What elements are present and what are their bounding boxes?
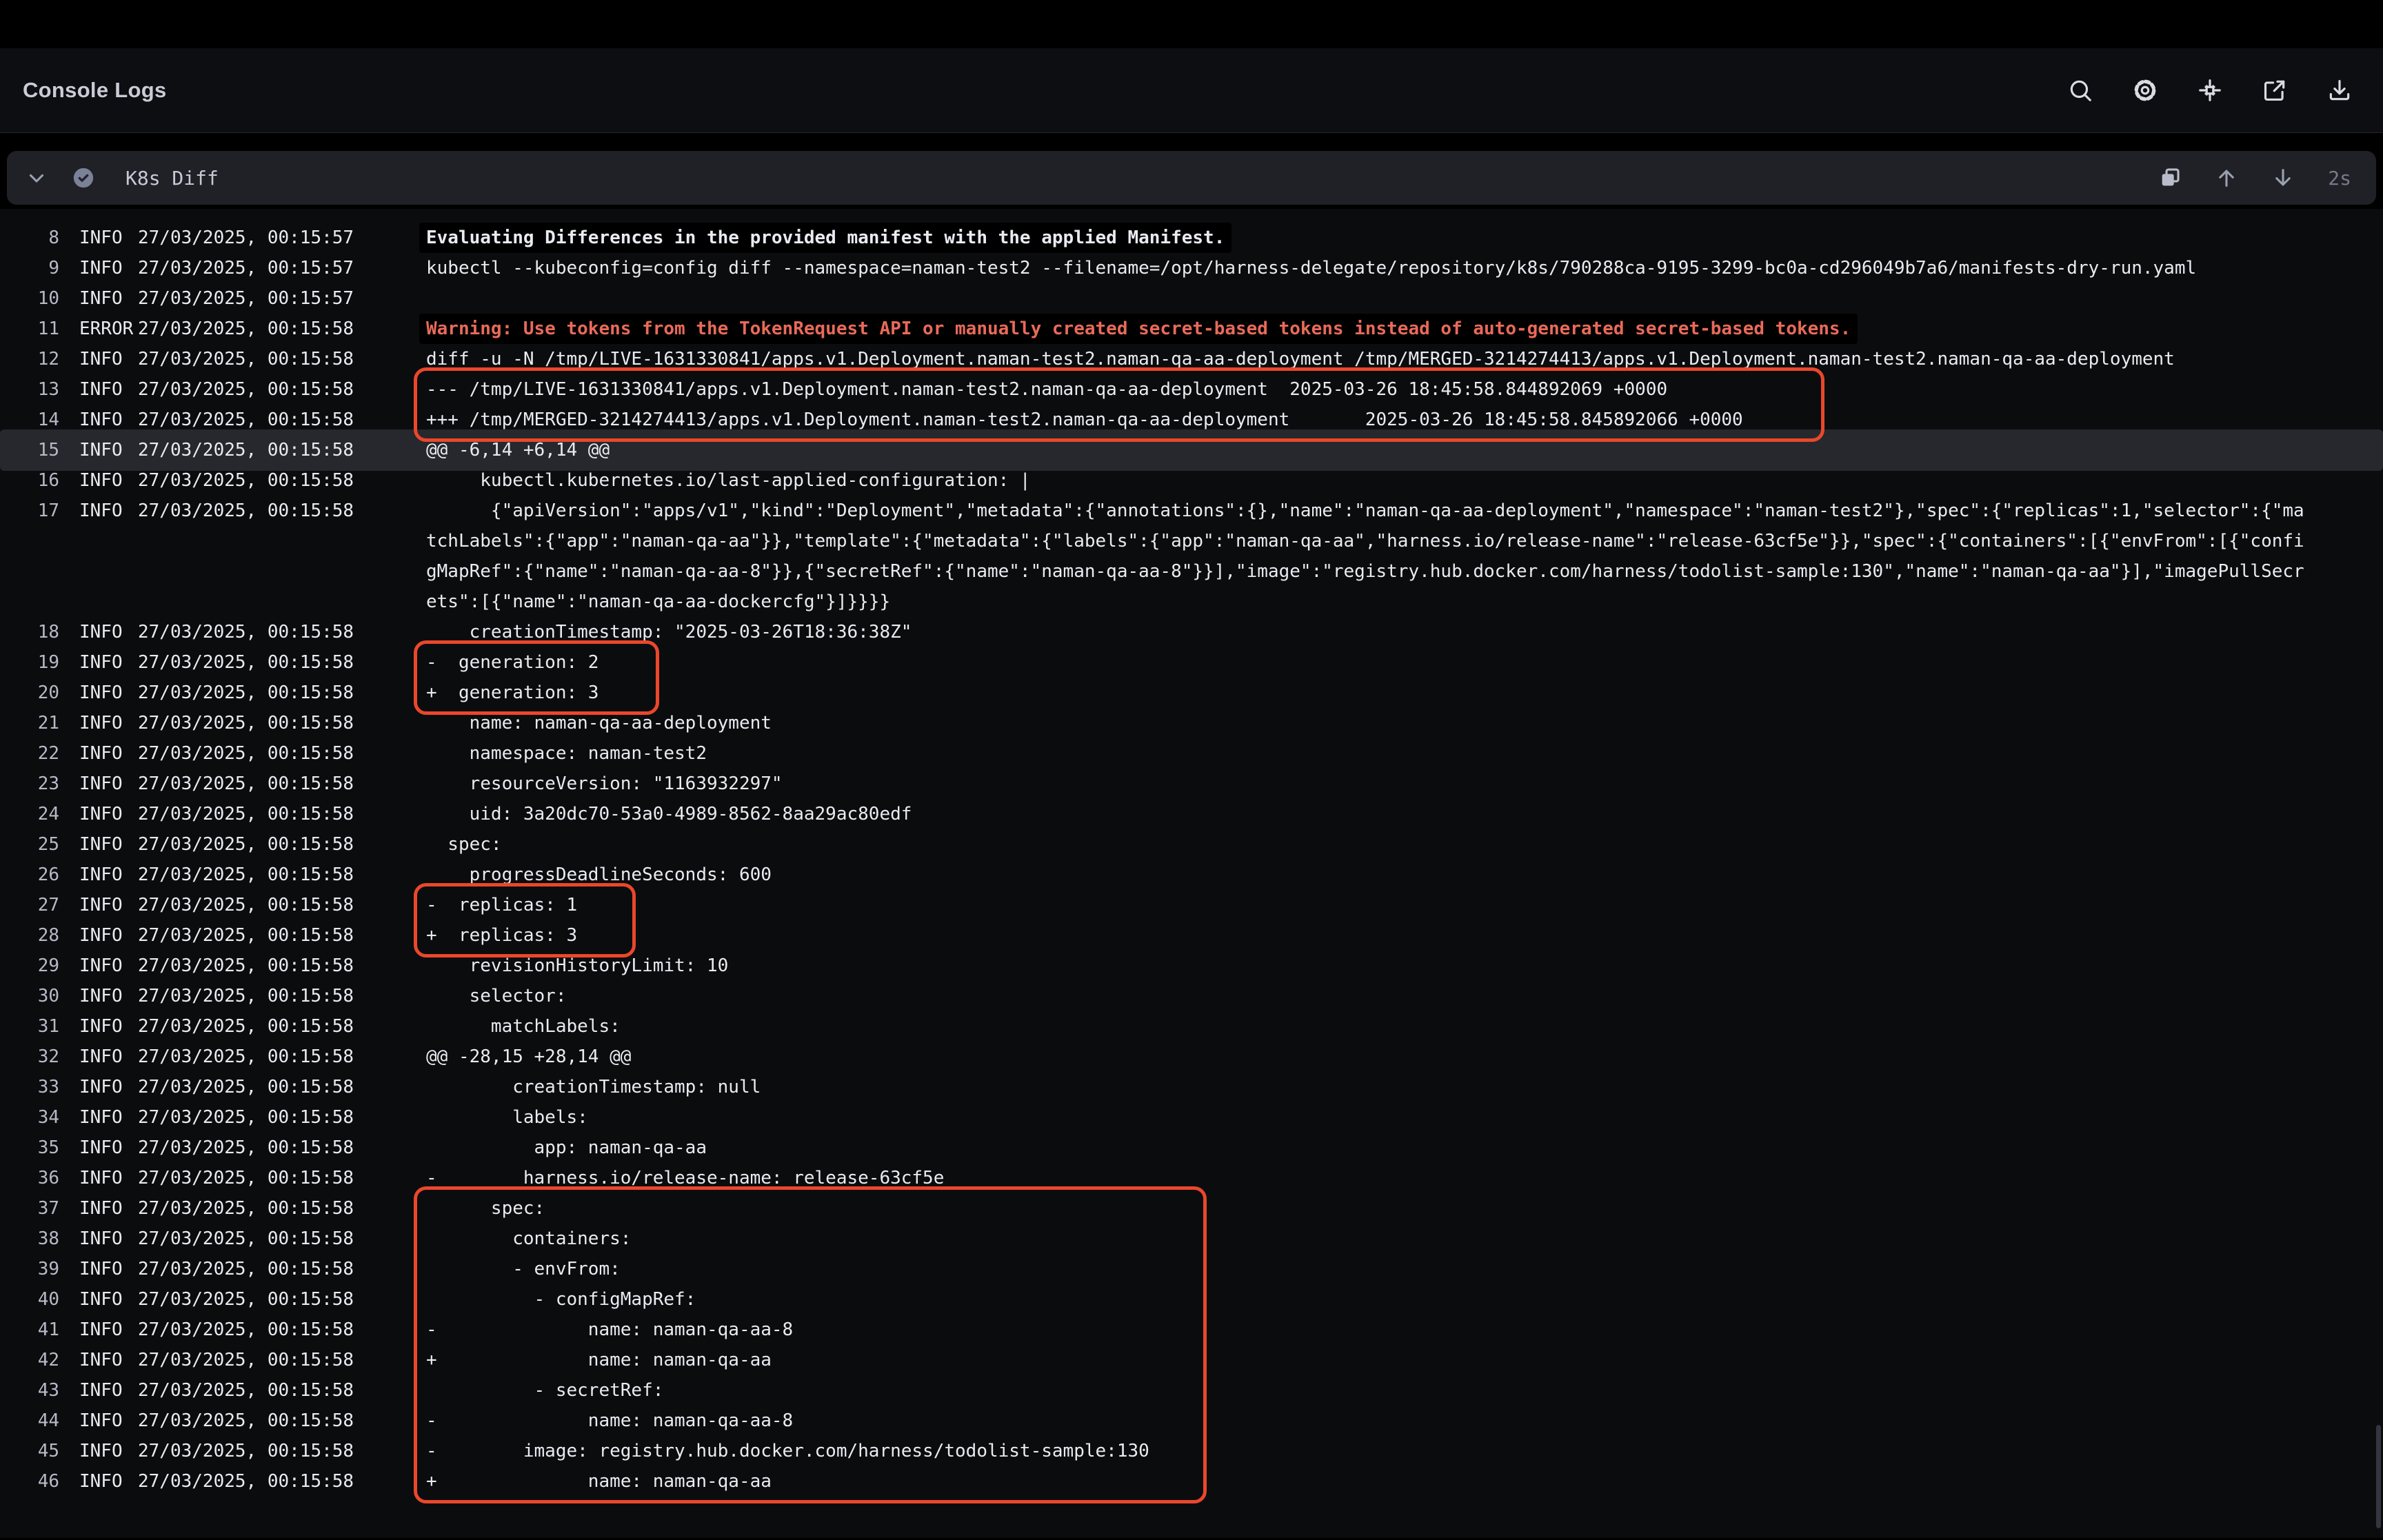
line-number: 31	[37, 1016, 59, 1037]
log-level: INFO	[79, 349, 123, 369]
log-row-42	[0, 1345, 2383, 1375]
log-message: name: naman-qa-aa-deployment	[426, 713, 772, 733]
top-black-strip	[0, 0, 2383, 48]
external-link-icon	[2262, 77, 2288, 103]
log-level: INFO	[79, 1319, 123, 1340]
log-row-31	[0, 1011, 2383, 1042]
log-message: - configMapRef:	[426, 1289, 696, 1310]
timestamp: 27/03/2025, 00:15:58	[138, 1289, 354, 1310]
log-message: spec:	[426, 834, 502, 855]
log-message: - envFrom:	[426, 1259, 621, 1279]
timestamp: 27/03/2025, 00:15:58	[138, 318, 354, 339]
download-button[interactable]	[2326, 77, 2353, 103]
log-level: INFO	[79, 743, 123, 764]
log-message: creationTimestamp: "2025-03-26T18:36:38Z"	[426, 622, 912, 642]
log-level: INFO	[79, 713, 123, 733]
log-message: @@ -6,14 +6,14 @@	[426, 440, 610, 460]
search-icon	[2067, 77, 2093, 103]
line-number: 13	[37, 379, 59, 400]
timestamp: 27/03/2025, 00:15:58	[138, 986, 354, 1006]
log-level: INFO	[79, 1410, 123, 1431]
timestamp: 27/03/2025, 00:15:58	[138, 1228, 354, 1249]
settings-button[interactable]	[2132, 77, 2158, 103]
timestamp: 27/03/2025, 00:15:58	[138, 1441, 354, 1461]
line-number: 24	[37, 804, 59, 824]
log-level: INFO	[79, 440, 123, 460]
line-number: 22	[37, 743, 59, 764]
timestamp: 27/03/2025, 00:15:58	[138, 1259, 354, 1279]
log-level: INFO	[79, 258, 123, 278]
console-logs-toolbar	[0, 48, 2383, 133]
log-message	[426, 283, 2362, 314]
copy-logs-button[interactable]	[2158, 166, 2182, 190]
log-rows-container	[0, 223, 2383, 1497]
log-message: matchLabels:	[426, 1016, 621, 1037]
log-row-25	[0, 829, 2383, 860]
log-level: INFO	[79, 1077, 123, 1097]
step-header-k8s-diff[interactable]	[7, 151, 2376, 205]
timestamp: 27/03/2025, 00:15:58	[138, 379, 354, 400]
log-level: INFO	[79, 834, 123, 855]
chevron-down-icon	[25, 166, 48, 190]
line-number: 17	[37, 500, 59, 521]
line-number: 37	[37, 1198, 59, 1219]
log-message: +++ /tmp/MERGED-3214274413/apps.v1.Deployment.naman-test2.naman-qa-aa-deployment 2025-03-26 18:45:58.845892066 +0000	[426, 409, 1743, 430]
collapse-button[interactable]	[2197, 77, 2223, 103]
timestamp: 27/03/2025, 00:15:58	[138, 1350, 354, 1370]
log-level: INFO	[79, 773, 123, 794]
timestamp: 27/03/2025, 00:15:58	[138, 1471, 354, 1492]
log-row-29	[0, 951, 2383, 981]
log-message: - name: naman-qa-aa-8	[426, 1319, 794, 1340]
log-level: INFO	[79, 1016, 123, 1037]
log-row-13	[0, 374, 2383, 405]
timestamp: 27/03/2025, 00:15:57	[138, 288, 354, 309]
log-message: --- /tmp/LIVE-1631330841/apps.v1.Deployment.naman-test2.naman-qa-aa-deployment 2025-03-26 18:45:58.844892069 +0000	[426, 379, 1668, 400]
log-message: @@ -28,15 +28,14 @@	[426, 1046, 632, 1067]
log-row-39	[0, 1254, 2383, 1284]
log-row-8	[0, 223, 2383, 253]
toolbar-icon-group	[2067, 77, 2353, 103]
log-message: + generation: 3	[426, 682, 599, 703]
log-message: progressDeadlineSeconds: 600	[426, 864, 772, 885]
page-title: Console Logs	[23, 78, 167, 102]
log-row-37	[0, 1193, 2383, 1224]
line-number: 38	[37, 1228, 59, 1249]
timestamp: 27/03/2025, 00:15:57	[138, 227, 354, 248]
log-level: INFO	[79, 622, 123, 642]
log-level: INFO	[79, 955, 123, 976]
log-row-33	[0, 1072, 2383, 1102]
line-number: 39	[37, 1259, 59, 1279]
line-number: 26	[37, 864, 59, 885]
timestamp: 27/03/2025, 00:15:58	[138, 1198, 354, 1219]
log-message: {"apiVersion":"apps/v1","kind":"Deployment","metadata":{"annotations":{},"name":"naman-qa-aa-deployment","namespace":"naman-test2"},"spec":{"replicas":1,"selector":{"matchLabels":{"app":"naman-qa-aa"}},"template":{"metadata":{"labels":{"app":"naman-qa-aa","harness.io/release-name":"release-63cf5e"}},"spec":{"containers":[{"envFrom":[{"configMapRef":{"name":"naman-qa-aa-8"}},{"secretRef":{"name":"naman-qa-aa-8"}}],"image":"registry.hub.docker.com/harness/todolist-sample:130","name":"naman-qa-aa"}],"imagePullSecrets":[{"name":"naman-qa-aa-dockercfg"}]}}}}	[426, 500, 2304, 612]
log-level: ERROR	[79, 318, 134, 339]
log-row-40	[0, 1284, 2383, 1315]
log-row-20	[0, 678, 2383, 708]
line-number: 15	[37, 440, 59, 460]
log-level: INFO	[79, 1198, 123, 1219]
log-row-30	[0, 981, 2383, 1011]
log-level: INFO	[79, 1380, 123, 1401]
log-level: INFO	[79, 895, 123, 915]
log-row-17	[0, 496, 2383, 617]
timestamp: 27/03/2025, 00:15:58	[138, 1137, 354, 1158]
log-level: INFO	[79, 500, 123, 521]
timestamp: 27/03/2025, 00:15:58	[138, 1380, 354, 1401]
log-row-26	[0, 860, 2383, 890]
log-row-22	[0, 738, 2383, 769]
timestamp: 27/03/2025, 00:15:58	[138, 652, 354, 673]
log-row-23	[0, 769, 2383, 799]
line-number: 44	[37, 1410, 59, 1431]
timestamp: 27/03/2025, 00:15:58	[138, 1016, 354, 1037]
timestamp: 27/03/2025, 00:15:57	[138, 258, 354, 278]
log-message: diff -u -N /tmp/LIVE-1631330841/apps.v1.Deployment.naman-test2.naman-qa-aa-deployment /tmp/MERGED-3214274413/apps.v1.Deployment.naman-test2.naman-qa-aa-deployment	[426, 349, 2175, 369]
timestamp: 27/03/2025, 00:15:58	[138, 622, 354, 642]
log-row-44	[0, 1406, 2383, 1436]
log-message: app: naman-qa-aa	[426, 1137, 707, 1158]
collapse-step-button[interactable]	[25, 166, 48, 190]
log-message: kubectl --kubeconfig=config diff --namespace=naman-test2 --filename=/opt/harness-delegate/repository/k8s/790288ca-9195-3299-bc0a-cd296049b7a6/manifests-dry-run.yaml	[426, 258, 2197, 278]
log-message: + name: naman-qa-aa	[426, 1471, 772, 1492]
log-row-43	[0, 1375, 2383, 1406]
timestamp: 27/03/2025, 00:15:58	[138, 1077, 354, 1097]
log-message: labels:	[426, 1107, 588, 1128]
timestamp: 27/03/2025, 00:15:58	[138, 440, 354, 460]
line-number: 16	[37, 470, 59, 491]
log-level: INFO	[79, 652, 123, 673]
timestamp: 27/03/2025, 00:15:58	[138, 470, 354, 491]
line-number: 42	[37, 1350, 59, 1370]
line-number: 18	[37, 622, 59, 642]
log-level: INFO	[79, 1350, 123, 1370]
log-row-41	[0, 1315, 2383, 1345]
log-message: - generation: 2	[426, 652, 599, 673]
line-number: 30	[37, 986, 59, 1006]
log-row-18	[0, 617, 2383, 647]
log-message: - secretRef:	[426, 1380, 664, 1401]
scrollbar-thumb[interactable]	[2376, 1425, 2381, 1528]
log-row-15	[0, 435, 2383, 465]
gear-icon	[2132, 77, 2158, 103]
log-message: + name: naman-qa-aa	[426, 1350, 772, 1370]
log-message: containers:	[426, 1228, 632, 1249]
log-message: Evaluating Differences in the provided manifest with the applied Manifest.	[419, 223, 1231, 253]
log-level: INFO	[79, 470, 123, 491]
line-number: 41	[37, 1319, 59, 1340]
log-level: INFO	[79, 682, 123, 703]
line-number: 36	[37, 1168, 59, 1188]
log-row-19	[0, 647, 2383, 678]
log-row-27	[0, 890, 2383, 920]
arrow-up-icon	[2215, 166, 2238, 190]
log-row-11	[0, 314, 2383, 344]
step-title: K8s Diff	[125, 166, 219, 190]
log-message: - replicas: 1	[426, 895, 578, 915]
scroll-to-top-button[interactable]	[2215, 166, 2238, 190]
line-number: 45	[37, 1441, 59, 1461]
timestamp: 27/03/2025, 00:15:58	[138, 1046, 354, 1067]
timestamp: 27/03/2025, 00:15:58	[138, 1319, 354, 1340]
log-row-35	[0, 1133, 2383, 1163]
log-level: INFO	[79, 409, 123, 430]
search-button[interactable]	[2067, 77, 2093, 103]
line-number: 25	[37, 834, 59, 855]
copy-icon	[2158, 166, 2182, 190]
scroll-to-bottom-button[interactable]	[2271, 166, 2295, 190]
timestamp: 27/03/2025, 00:15:58	[138, 682, 354, 703]
timestamp: 27/03/2025, 00:15:58	[138, 895, 354, 915]
line-number: 11	[37, 318, 59, 339]
timestamp: 27/03/2025, 00:15:58	[138, 1410, 354, 1431]
log-level: INFO	[79, 986, 123, 1006]
log-row-28	[0, 920, 2383, 951]
timestamp: 27/03/2025, 00:15:58	[138, 349, 354, 369]
download-icon	[2326, 77, 2353, 103]
line-number: 40	[37, 1289, 59, 1310]
log-message: selector:	[426, 986, 567, 1006]
line-number: 33	[37, 1077, 59, 1097]
log-row-12	[0, 344, 2383, 374]
line-number: 19	[37, 652, 59, 673]
timestamp: 27/03/2025, 00:15:58	[138, 834, 354, 855]
line-number: 9	[48, 258, 59, 278]
line-number: 14	[37, 409, 59, 430]
open-in-new-button[interactable]	[2262, 77, 2288, 103]
line-number: 12	[37, 349, 59, 369]
timestamp: 27/03/2025, 00:15:58	[138, 925, 354, 946]
timestamp: 27/03/2025, 00:15:58	[138, 864, 354, 885]
log-message: uid: 3a20dc70-53a0-4989-8562-8aa29ac80edf	[426, 804, 912, 824]
log-message: creationTimestamp: null	[426, 1077, 761, 1097]
success-check-circle-icon	[72, 166, 95, 190]
log-row-21	[0, 708, 2383, 738]
log-level: INFO	[79, 864, 123, 885]
log-message: - image: registry.hub.docker.com/harness/todolist-sample:130	[426, 1441, 1149, 1461]
timestamp: 27/03/2025, 00:15:58	[138, 1107, 354, 1128]
log-level: INFO	[79, 1107, 123, 1128]
log-level: INFO	[79, 804, 123, 824]
timestamp: 27/03/2025, 00:15:58	[138, 500, 354, 521]
log-level: INFO	[79, 1289, 123, 1310]
line-number: 43	[37, 1380, 59, 1401]
log-row-16	[0, 465, 2383, 496]
log-level: INFO	[79, 1137, 123, 1158]
log-level: INFO	[79, 288, 123, 309]
step-controls	[2158, 166, 2351, 190]
log-level: INFO	[79, 1259, 123, 1279]
log-level: INFO	[79, 1228, 123, 1249]
collapse-icon	[2197, 77, 2223, 103]
log-level: INFO	[79, 1441, 123, 1461]
timestamp: 27/03/2025, 00:15:58	[138, 743, 354, 764]
line-number: 21	[37, 713, 59, 733]
log-message: revisionHistoryLimit: 10	[426, 955, 729, 976]
log-level: INFO	[79, 227, 123, 248]
log-message: - name: naman-qa-aa-8	[426, 1410, 794, 1431]
log-row-10	[0, 283, 2383, 314]
timestamp: 27/03/2025, 00:15:58	[138, 409, 354, 430]
log-level: INFO	[79, 1046, 123, 1067]
line-number: 46	[37, 1471, 59, 1492]
log-row-9	[0, 253, 2383, 283]
line-number: 32	[37, 1046, 59, 1067]
line-number: 23	[37, 773, 59, 794]
log-message: kubectl.kubernetes.io/last-applied-configuration: |	[426, 470, 1031, 491]
log-viewer[interactable]	[0, 209, 2383, 1538]
log-message: namespace: naman-test2	[426, 743, 707, 764]
timestamp: 27/03/2025, 00:15:58	[138, 955, 354, 976]
log-message: resourceVersion: "1163932297"	[426, 773, 783, 794]
log-row-46	[0, 1466, 2383, 1497]
line-number: 27	[37, 895, 59, 915]
log-row-24	[0, 799, 2383, 829]
log-message: - harness.io/release-name: release-63cf5e	[426, 1168, 945, 1188]
log-message: spec:	[426, 1198, 545, 1219]
step-duration: 2s	[2328, 166, 2351, 190]
log-row-38	[0, 1224, 2383, 1254]
log-level: INFO	[79, 1168, 123, 1188]
log-row-14	[0, 405, 2383, 435]
log-level: INFO	[79, 379, 123, 400]
line-number: 34	[37, 1107, 59, 1128]
timestamp: 27/03/2025, 00:15:58	[138, 713, 354, 733]
line-number: 35	[37, 1137, 59, 1158]
timestamp: 27/03/2025, 00:15:58	[138, 804, 354, 824]
log-level: INFO	[79, 1471, 123, 1492]
arrow-down-icon	[2271, 166, 2295, 190]
timestamp: 27/03/2025, 00:15:58	[138, 1168, 354, 1188]
line-number: 8	[48, 227, 59, 248]
line-number: 29	[37, 955, 59, 976]
log-level: INFO	[79, 925, 123, 946]
log-row-34	[0, 1102, 2383, 1133]
log-message: + replicas: 3	[426, 925, 578, 946]
timestamp: 27/03/2025, 00:15:58	[138, 773, 354, 794]
line-number: 28	[37, 925, 59, 946]
log-message: Warning: Use tokens from the TokenRequest API or manually created secret-based tokens instead of auto-generated secret-based tokens.	[419, 314, 1858, 344]
log-row-45	[0, 1436, 2383, 1466]
log-row-32	[0, 1042, 2383, 1072]
line-number: 20	[37, 682, 59, 703]
log-row-36	[0, 1163, 2383, 1193]
line-number: 10	[37, 288, 59, 309]
